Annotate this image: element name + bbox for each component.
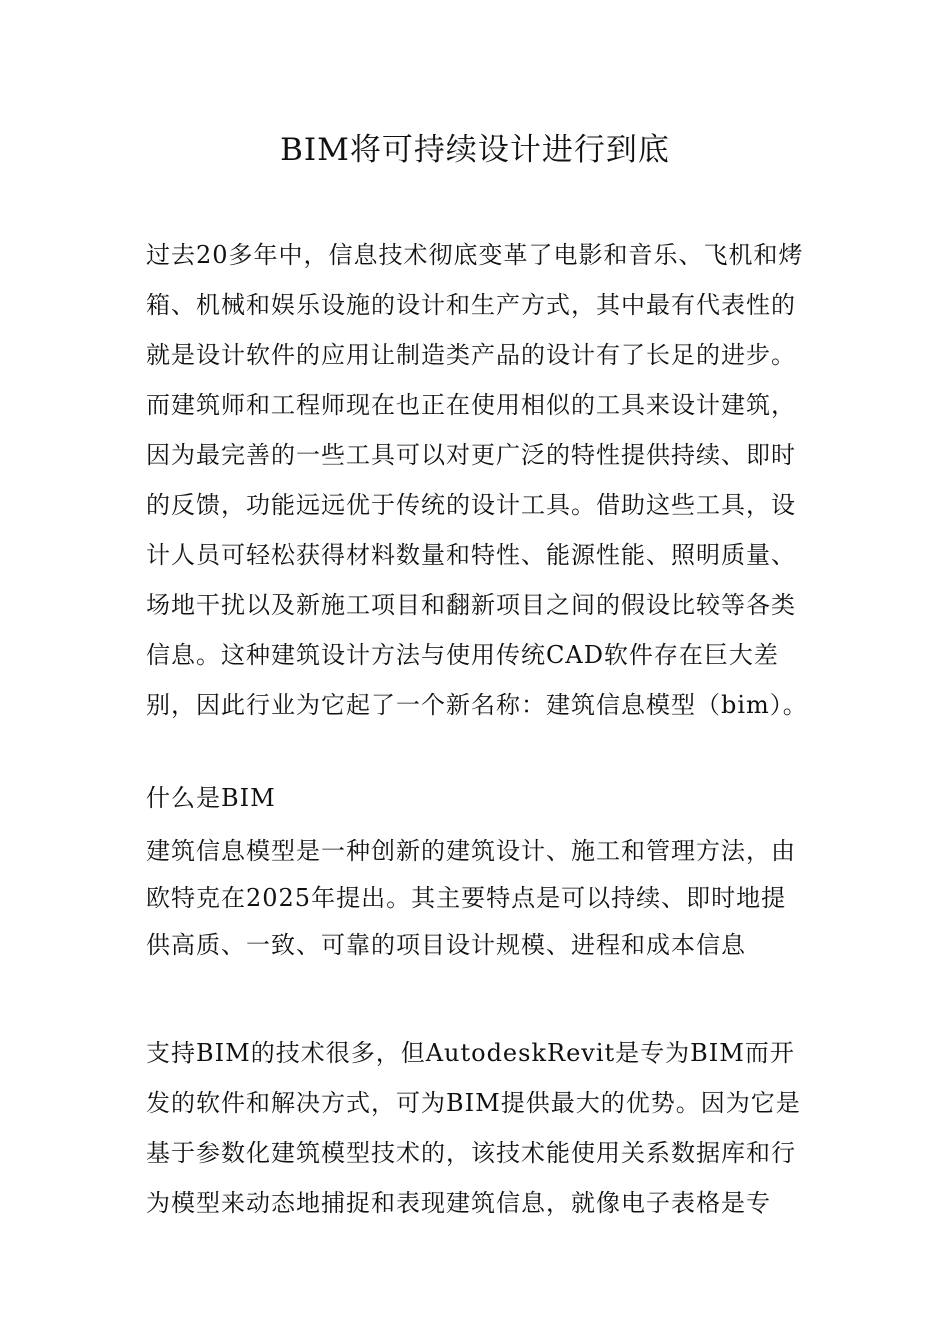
body-paragraph-intro: 过去20多年中，信息技术彻底变革了电影和音乐、飞机和烤箱、机械和娱乐设施的设计和生产方式，其中最有代表性的就是设计软件的应用让制造类产品的设计有了长足的进步。而建筑师和工程师现在也正在使用相似的工具来设计建筑，因为最完善的一些工具可以对更广泛的特性提供持续、即时的反馈，功能远远优于传统的设计工具。借助这些工具，设计人员可轻松获得材料数量和特性、能源性能、照明质量、场地干扰以及新施工项目和翻新项目之间的假设比较等各类信息。这种建筑设计方法与使用传统CAD软件存在巨大差别，因此行业为它起了一个新名称：建筑信息模型（bim）。 [146,241,808,719]
document-title: BIM将可持续设计进行到底 [280,132,670,168]
body-paragraph-definition: 建筑信息模型是一种创新的建筑设计、施工和管理方法，由欧特克在2025年提出。其主要特点是可以持续、即时地提供高质、一致、可靠的项目设计规模、进程和成本信息 [146,837,796,959]
body-paragraph-revit: 支持BIM的技术很多，但AutodeskRevit是专为BIM而开发的软件和解决方式，可为BIM提供最大的优势。因为它是基于参数化建筑模型技术的，该技术能使用关系数据库和行为模型来动态地捕捉和表现建筑信息，就像电子表格是专 [146,1039,801,1217]
section-heading-what-is-bim: 什么是BIM [146,784,276,812]
